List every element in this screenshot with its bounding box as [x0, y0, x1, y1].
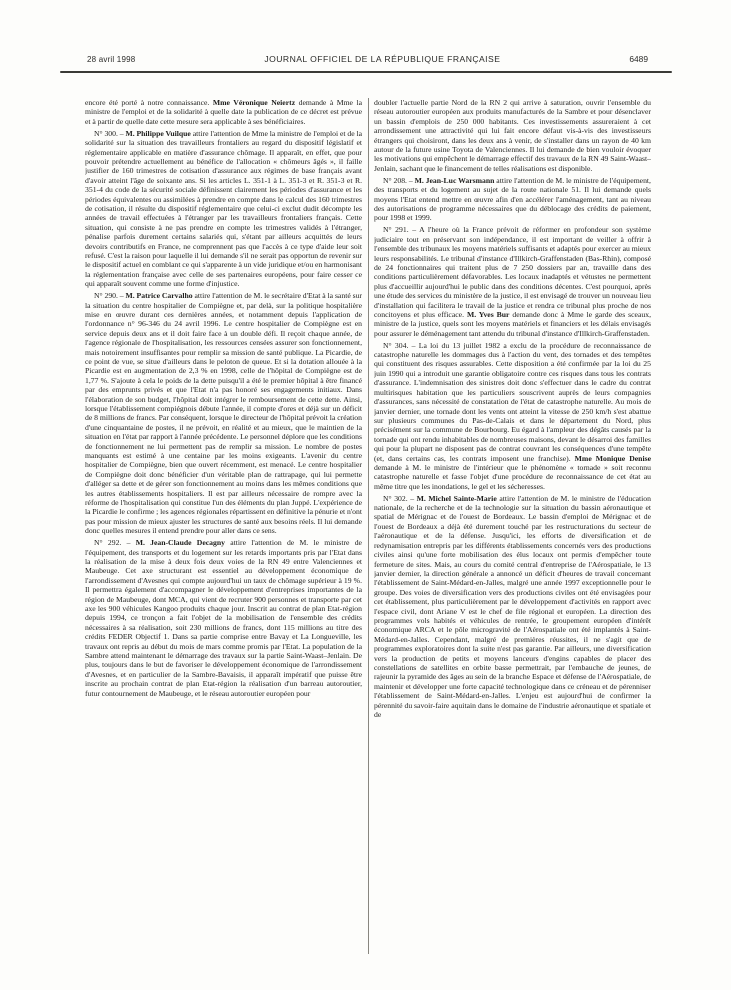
paragraph-text: N° 292. –: [94, 538, 136, 548]
paragraph-text: attire l'attention de Mme la ministre de l'emploi et de la solidarité sur la situation des travailleurs frontaliers au regard du dispositif législatif et réglementaire applicable en matière d'assurance chômage. Il apparaît, en effet, que pour pouvoir prétendre actuellement au bénéfice de l'allocation « chômeurs âgés », il faille justifier de 160 trimestres de cotisation d'assurance aux régimes de base français avant d'avoir atteint l'âge de soixante ans. Si les articles L. 351-1 à L. 351-3 et R. 351-3 et R. 351-4 du code de la sécurité sociale définissent clairement les périodes d'assurance et les périodes équivalentes ou assimilées à prendre en compte dans le calcul des 160 trimestres de cotisation, il résulte du dispositif réglementaire que celui-ci exclut dudit décompte les années de travail effectuées à l'étranger par les travailleurs frontaliers français. Cette situation, qui consiste à ne pas prendre en compte les trimestres validés à l'étranger, pénalise parfois durement certains salariés qui, s'étant par ailleurs acquittés de leurs devoirs contributifs en France, ne comprennent pas que l'accès à ce type d'aide leur soit refusé. C'est la raison pour laquelle il lui demande s'il ne serait pas opportun de revenir sur le dispositif actuel en comblant ce qui s'apparente à un vide juridique et/ou en harmonisant la réglementation française avec celle de ses partenaires européens, pour faire cesser ce qui apparaît souvent comme une forme d'injustice.: [85, 128, 362, 289]
paragraph: [85, 538, 362, 698]
deputy-name: Mme Monique Denise: [574, 453, 651, 463]
paragraph-text: attire l'attention de M. le ministre de l'équipement, des transports et du logement au sujet de la route nationale 51. Il lui demande quels moyens l'Etat entend mettre en œuvre afin d'en accélérer l'aménagement, tant au niveau des autorisations de programme nécessaires que du déblocage des crédits de paiement, pour 1998 et 1999.: [374, 175, 651, 223]
paragraph: [374, 176, 651, 223]
deputy-name: M. Patrice Carvalho: [125, 291, 193, 301]
header-date: 28 avril 1998: [87, 55, 136, 64]
paragraph-text: demande à Mme la ministre de l'emploi et de la solidarité à quelle date la publication de ce décret est prévue et à partir de quelle date cette mesure sera applicable à ses bénéficiaires.: [85, 98, 362, 126]
paragraph-text: N° 304. – La loi du 13 juillet 1982 a exclu de la procédure de reconnaissance de catastrophe naturelle les dommages dus à l'action du vent, des tornades et des tempêtes qui constituent des risques assurables. Cette disposition a été confirmée par la loi du 25 juin 1990 qui a introduit une garantie obligatoire contre ces risques dans tous les contrats d'assurance. L'indemnisation des sinistres doit donc s'effectuer dans le cadre du contrat multirisques habitation que les particuliers souscrivent auprès de leurs compagnies d'assurances, sans nécessité de constatation de l'état de catastrophe naturelle. Au mois de janvier dernier, une tornade dont les vents ont atteint la vitesse de 250 km/h s'est abattue sur plusieurs communes du Pas-de-Calais et dans le département du Nord, plus précisément sur la commune de Bourbourg. Eu égard à l'ampleur des dégâts causés par la tornade qui ont rendu inhabitables de nombreuses maisons, devant le désarroi des familles qui pour la plupart ne disposent pas de contrat couvrant les conséquences d'une tempête (et, dans certains cas, les contrats imposent une franchise).: [374, 340, 651, 463]
deputy-name: M. Philippe Vuilque: [125, 128, 191, 138]
paragraph-text: attire l'attention de M. le secrétaire d'Etat à la santé sur la situation du centre hospitalier de Compiègne et, par delà, sur la politique hospitalière mise en œuvre durant ces dernières années, et notamment depuis l'application de l'ordonnance n° 96-346 du 24 avril 1996. Le centre hospitalier de Compiègne est en service depuis deux ans et il doit faire face à un double défi. Il reçoit chaque année, de l'agence régionale de l'hospitalisation, les ressources censées assurer son fonctionnement, mais notoirement insuffisantes pour remplir sa mission de santé publique. La Picardie, de ce point de vue, se situe d'ailleurs dans le peloton de queue. Et si la dotation allouée à la Picardie est en augmentation de 2,3 % en 1998, celle de l'hôpital de Compiègne est de 1,77 %. S'ajoute à cela le poids de la dette puisqu'il a été le premier hôpital à être financé par des emprunts privés et que l'Etat n'a pas honoré ses engagements initiaux. Dans l'élaboration de son budget, l'hôpital doit intégrer le remboursement de cette dette. Ainsi, lorsque l'établissement compiégnois débute l'année, il compte d'ores et déjà sur un déficit de 8 millions de francs. Par conséquent, lorsque le directeur de l'hôpital prévoit la création d'une cinquantaine de postes, il ne prévoit, en réalité et au mieux, que le maintien de la situation en l'état par rapport à l'année précédente. Le personnel déplore que les conditions de fonctionnement ne lui permettent pas de remplir sa mission. Le nombre de postes manquants est estimé à une centaine par les moins exigeants. L'avenir du centre hospitalier de Compiègne, bien que ouvert récemment, est menacé. Le centre hospitalier de Compiègne doit donc bénéficier d'un véritable plan de rattrapage, qui lui permette d'alléger sa dette et de gérer son fonctionnement au moins dans les mêmes conditions que les autres établissements hospitaliers. Il est par ailleurs nécessaire de rompre avec la réforme de l'hospitalisation qui constitue l'un des éléments du plan Juppé. L'expérience de la Picardie le confirme ; les agences régionales répartissent en définitive la pénurie et n'ont pas pour mission de mieux ajuster les structures de santé aux besoins réels. Il lui demande donc quelles mesures il entend prendre pour aller dans ce sens.: [85, 291, 362, 536]
header-page-number: 6489: [629, 54, 648, 64]
deputy-name: M. Yves Bur: [466, 309, 510, 319]
paragraph: [374, 98, 651, 173]
text-columns: [85, 98, 651, 954]
paragraph-text: attire l'attention de M. le ministre de l'équipement, des transports et du logement sur les retards importants pris par l'Etat dans la réalisation de la mise à deux fois deux voies de la RN 49 entre Valenciennes et Maubeuge. Cet axe structurant est essentiel au développement économique de l'arrondissement d'Avesnes qui compte aujourd'hui un taux de chômage supérieur à 19 %. Il permettra également d'accompagner le développement d'entreprises importantes de la région de Maubeuge, dont MCA, qui vient de recruter 900 personnes et transporte par cet axe les 900 véhicules Kangoo produits chaque jour. Inscrit au contrat de plan Etat-région depuis 1994, ce tronçon a fait l'objet de la mobilisation de l'ensemble des crédits nécessaires à sa réalisation, soit 230 millions de francs, dont 115 millions au titre des crédits FEDER Objectif 1. Dans sa partie comprise entre Bavay et La Longueville, les travaux ont repris au début du mois de mars comme promis par l'Etat. La population de la Sambre attend maintenant le démarrage des travaux sur la partie Saint-Waast–Jenlain. De plus, toujours dans le but de favoriser le développement économique de l'arrondissement d'Avesnes, et en particulier de la Sambre-Bavaisis, il apparaît impératif que puisse être inscrite au prochain contrat de plan Etat-région la réalisation d'un barreau autoroutier, futur contournement de Maubeuge, et le réseau autoroutier européen pour: [85, 538, 362, 698]
paragraph: [374, 225, 651, 338]
left-column: [85, 98, 362, 954]
deputy-name: M. Jean-Luc Warsmann: [414, 175, 495, 185]
right-column: [374, 98, 651, 954]
paragraph-text: attire l'attention de M. le ministre de l'éducation nationale, de la recherche et de la technologie sur la situation du bassin aéronautique et spatial de Mérignac et de l'ouest de Bordeaux. Le bassin d'emploi de Mérignac et de l'ouest de Bordeaux a déjà été durement touché par les restructurations du secteur de l'aéronautique et de la défense. Jusqu'ici, les efforts de diversification et de redynamisation entrepris par les différents établissements concernés vers des productions civiles ainsi qu'une forte mobilisation des élus locaux ont permis d'empêcher toute fermeture de sites. Mais, au cours du comité central d'entreprise de l'Aérospatiale, le 13 janvier dernier, la direction générale a annoncé un déficit d'heures de travail concernant l'établissement de Saint-Médard-en-Jalles, malgré une année 1997 exceptionnelle pour le groupe. Des voies de diversification vers des productions civiles ont été envisagées pour cet établissement, plus particulièrement par le développement d'activités en rapport avec l'espace civil, dont Ariane V est le chef de file régional et européen. La direction des programmes vols habités et véhicules de rentrée, le groupement européen d'intérêt économique ARCA et le pôle microgravité de l'Aérospatiale ont été implantés à Saint-Médard-en-Jalles. Cependant, malgré de premières réussites, il ne s'agit que de programmes exploratoires dont la suite n'est pas garantie. Par ailleurs, une diversification vers la production de petits et moyens lanceurs d'engins capables de placer des constellations de satellites en orbite basse permettrait, par l'embauche de jeunes, de rajeunir la pyramide des âges au sein de la branche Espace et défense de l'Aérospatiale, de maintenir et développer une forte capacité technologique dans ce créneau et de pérenniser l'établissement de Saint-Médard-en-Jalles. L'enjeu est aujourd'hui de confirmer la pérennité du savoir-faire aquitain dans le domaine de l'industrie aéronautique et spatiale et de: [374, 493, 651, 719]
deputy-name: Mme Véronique Neiertz: [212, 98, 296, 107]
paragraph: [85, 291, 362, 536]
paragraph-text: N° 291. – A l'heure où la France prévoit de réformer en profondeur son système judiciaire tout en préservant son indépendance, il est important de veiller à offrir à l'ensemble des tribunaux les moyens matériels suffisants et adaptés pour exercer au mieux leurs responsabilités. Le tribunal d'instance d'Illkirch-Graffenstaden (Bas-Rhin), composé de 24 fonctionnaires qui traitent plus de 7 250 dossiers par an, travaille dans des conditions particulièrement défavorables. Les locaux inadaptés et vétustes ne permettent plus d'accueillir aujourd'hui le public dans des conditions décentes. C'est pourquoi, après une étude des services du ministère de la justice, il est envisagé de trouver un nouveau lieu d'installation qui facilitera le travail de la justice et rendra ce tribunal plus proche de nos concitoyens et plus efficace.: [374, 225, 651, 319]
paragraph-text: demande à M. le ministre de l'intérieur que le phénomène « tornade » soit reconnu catastrophe naturelle et fasse l'objet d'une procédure de reconnaissance de cet état au même titre que les inondations, le gel et les sécheresses.: [374, 462, 651, 491]
paragraph-text: encore été porté à notre connaissance.: [85, 98, 213, 107]
paragraph-text: demande donc à Mme le garde des sceaux, ministre de la justice, quels sont les moyens matériels et financiers et les délais envisagés pour assurer le déménagement tant attendu du tribunal d'instance d'Illkirch-Graffenstaden.: [374, 309, 651, 338]
header-title: JOURNAL OFFICIEL DE LA RÉPUBLIQUE FRANÇAISE: [264, 54, 501, 64]
paragraph: [85, 98, 362, 126]
paragraph-text: N° 302. –: [383, 493, 417, 503]
paragraph: [85, 129, 362, 289]
deputy-name: M. Michel Sainte-Marie: [416, 493, 497, 503]
paragraph: [374, 341, 651, 492]
paragraph-text: N° 300. –: [94, 128, 126, 138]
deputy-name: M. Jean-Claude Decagny: [135, 538, 225, 548]
paragraph-text: N° 290. –: [94, 291, 126, 301]
paragraph-text: N° 208. –: [383, 175, 415, 185]
paragraph-text: doubler l'actuelle partie Nord de la RN 2 qui arrive à saturation, ouvrir l'ensemble du réseau autoroutier européen aux produits manufacturés de la Sambre et pour désenclaver un bassin d'emplois de 250 000 habitants. Ces investissements assureraient à cet arrondissement une attractivité qui lui fait encore défaut vis-à-vis des investisseurs étrangers qui choisiront, dans les deux ans à venir, de s'installer dans un rayon de 40 km autour de la future usine Toyota de Valenciennes. Il lui demande de bien vouloir évoquer les motivations qui empêchent le démarrage effectif des travaux de la RN 49 Saint-Waast–Jenlain, sachant que le financement de telles réalisations est disponible.: [374, 98, 651, 173]
page-header: [87, 54, 648, 64]
header-rule: [60, 71, 672, 73]
column-separator: [368, 98, 369, 954]
paragraph: [374, 494, 651, 720]
